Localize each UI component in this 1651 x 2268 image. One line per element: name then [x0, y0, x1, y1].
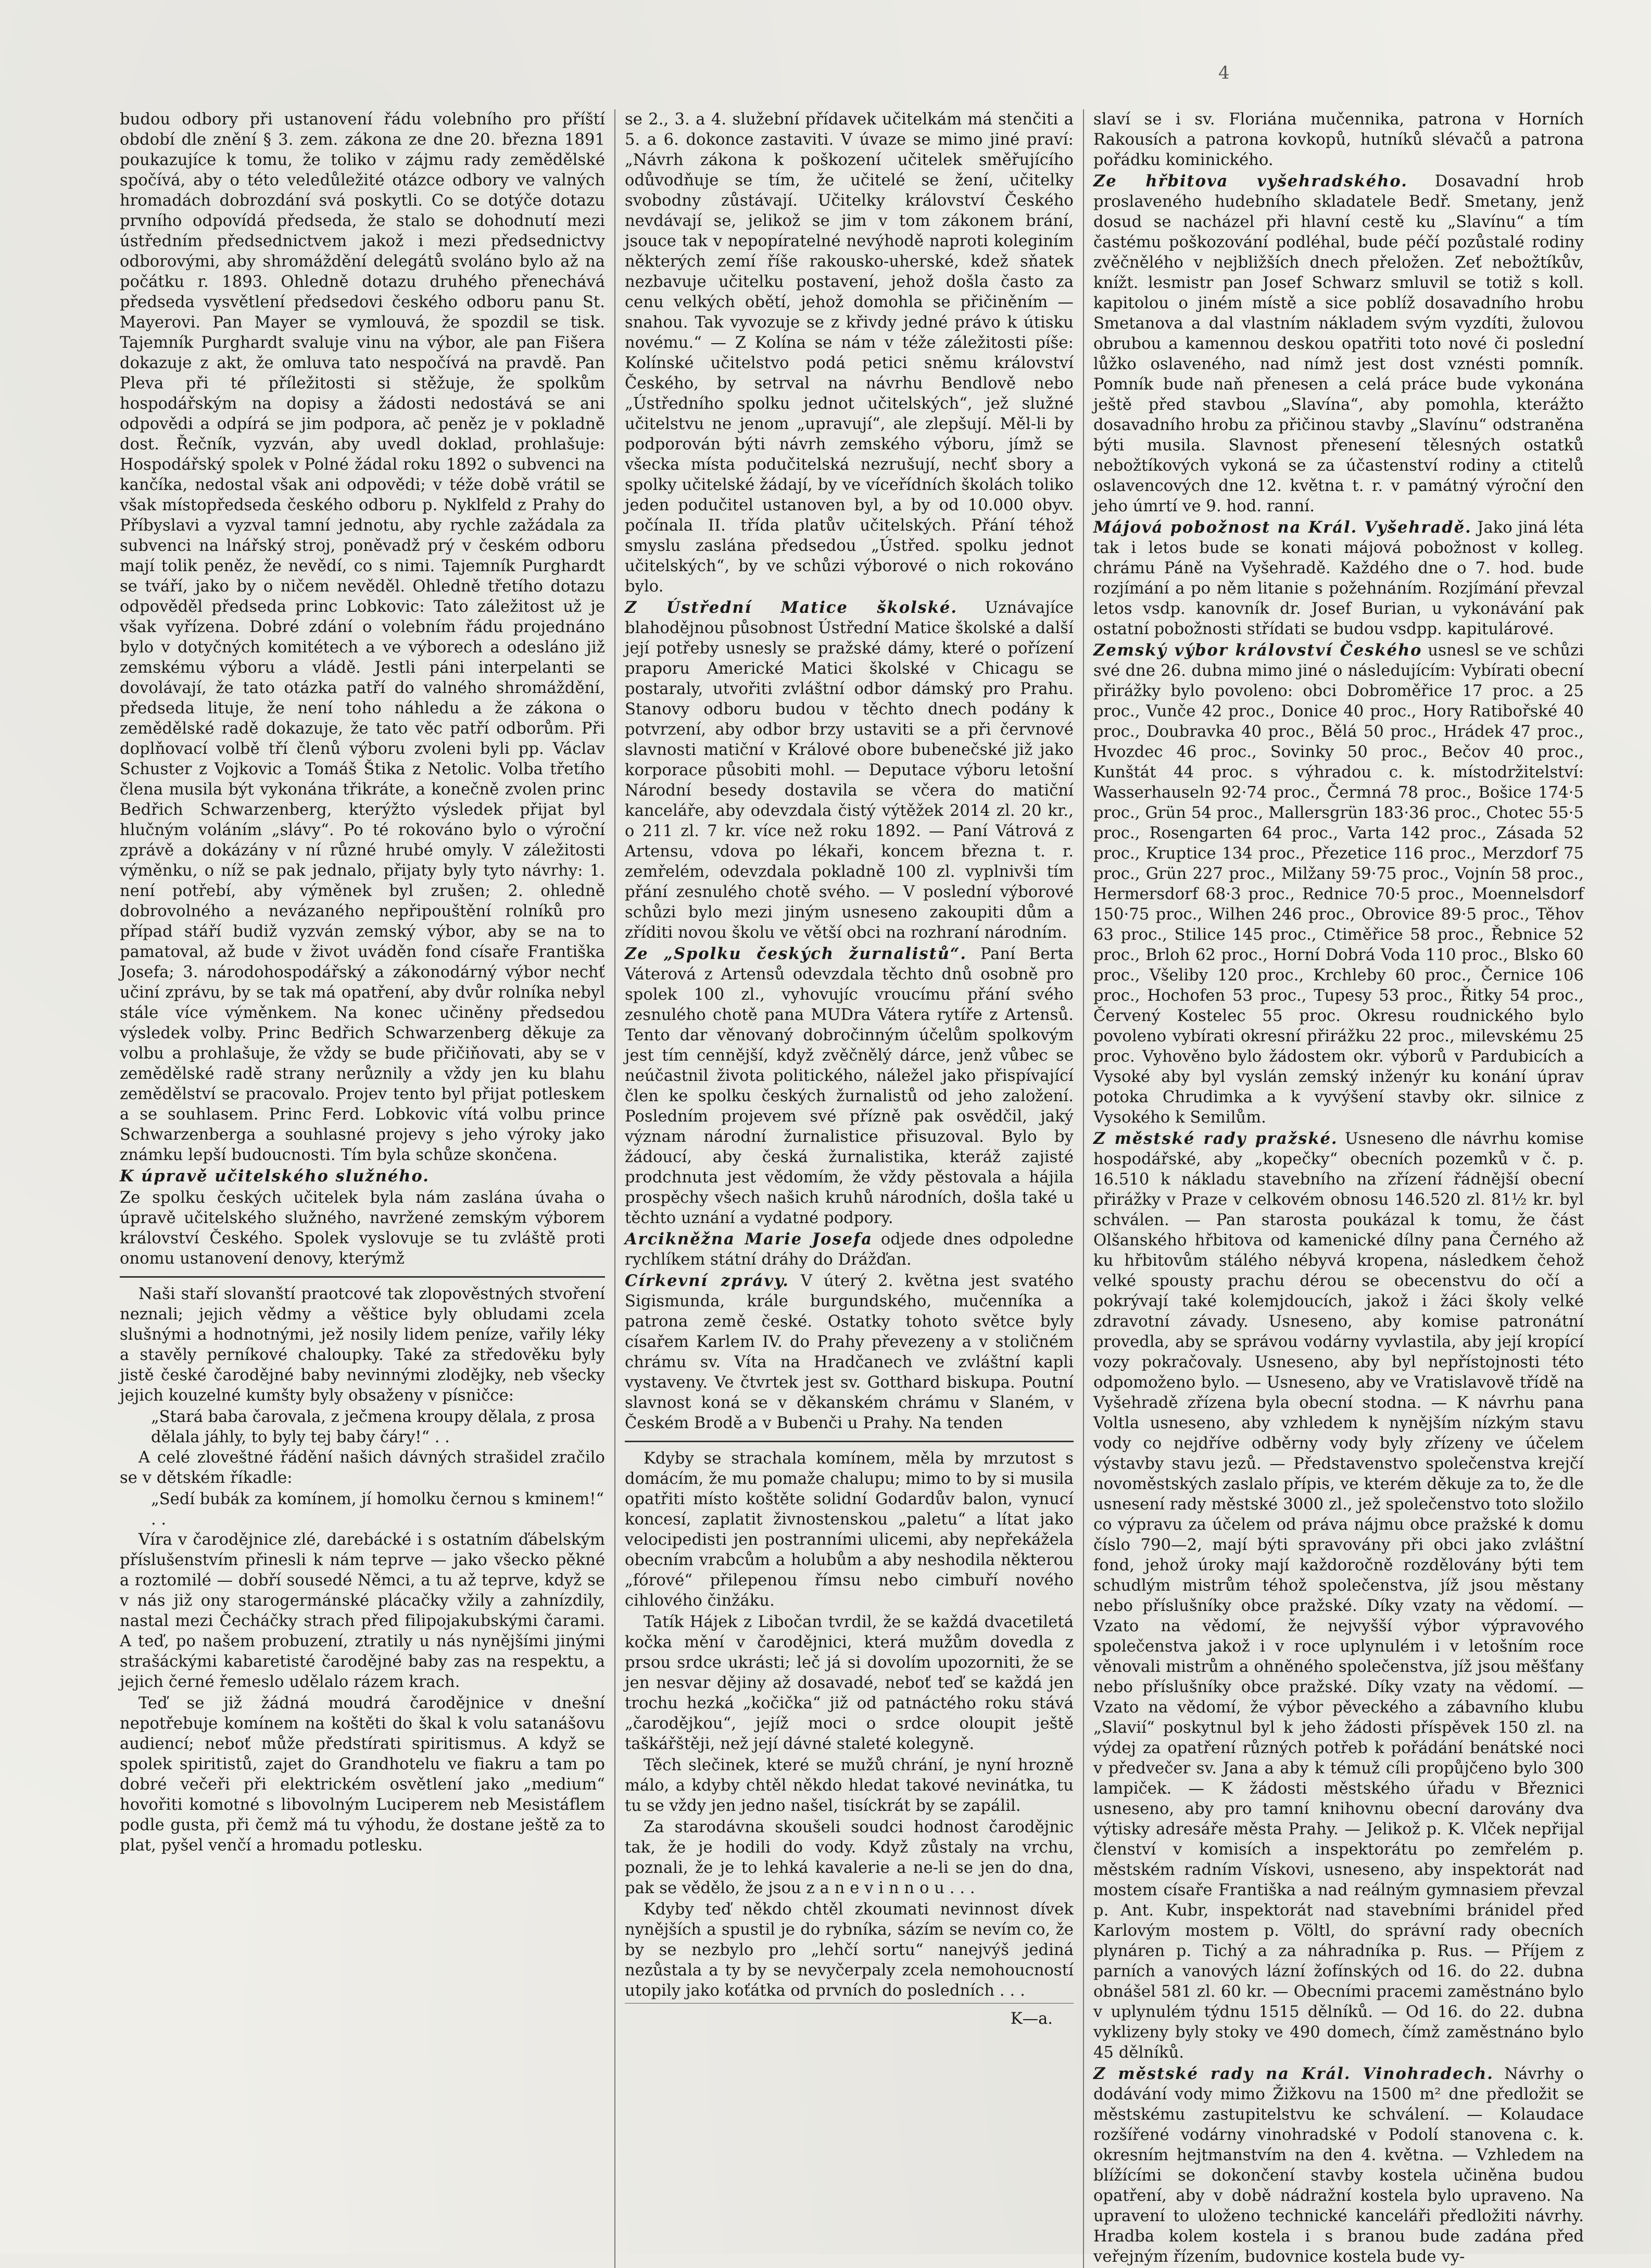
column-3	[1083, 109, 1593, 2268]
feuilleton-rule	[120, 1276, 605, 1278]
section-heading: Arcikněžna Marie Josefa	[625, 1230, 873, 1249]
news-text: Usneseno dle návrhu komise hospodářské, aby „kopečky“ obecních pozemků v č. p. 16.510 k nákladu stavebního na zřízení řádnější obecní přirážky v Praze v celkovém obnosu 146.520 zl. 81½ kr. byl schválen. — Pan starosta poukázal k tomu, že část Olšanského hřbitova od kamenické dílny pana Černého až ku hřbitovům stálého nébyvá kropena, následkem čehož velké spousty prachu dérou se obecenstvu do očí a pokrývají také kolemjdoucích, jakož i žáci školy velké zdravotní závady. Usneseno, aby komise patronátní provedla, aby se správou vodárny vyvlastila, aby její kropící vozy pokračovaly. Usneseno, aby byl nepřístojnosti této odpomoženo bylo. — Usneseno, aby ve Vratislavově třídě na Vyšehradě zřízena byla obecní stodna. — K návrhu pana Voltla usneseno, aby vzhledem k nynějším nízkým stavu vody co nejdříve odběrny vody byly zřízeny ve účelem výstavby stavu jezů. — Představenstvo společenstva krejčí novoměstských zaslalo přípis, ve kterém děkuje za to, že dle usnesení rady městské 3000 zl., jež společenstvo toto složilo co výpravu za účelem od práva nájmu obce pražské k domu číslo 790—2, mají býti spravovány při obci jako zvláštní fond, jehož úroky mají každoročně rozdělovány býti tem schudlým mistrům téhož společenstva, jíž jsou městany nebo příslušníky obce pražské. Díky vzaty na vědomí. — Vzato na vědomí, že nejvyšší výbor výpravového společenstva jakož i v roce uplynulém i v letošním roce věnovali mistrům a ohněného společenstva, jíž jsou měšťany nebo příslušníky obce pražské. Díky vzaty na vědomí. — Vzato na vědomí, že výbor pěveckého a zábavního klubu „Slavií“ poskytnul byl k jeho žádosti příspěvek 150 zl. na výdej za opatření různých potřeb k pořádání benátské noci v předvečer sv. Jana a aby k témuž cíli propůjčeno bylo 300 lampiček. — K žádosti městského úřadu v Březnici usneseno, aby pro tamní knihovnu obecní darovány dva výtisky adresáře města Prahy. — Jelikož p. K. Vlček nepřijal členství v komisích a inspektorátu po zemřelém p. městském radním Vískovi, usneseno, aby inspektorát nad mostem císaře Františka a nad reálným gymnasiem převzal p. Ant. Kubr, inspektorát nad stavebními bránidel před Karlovým mostem p. Völtl, do správní rady obecních plynáren p. Tichý a za náhradníka p. Rus. — Příjem z parních a vanových lázní žofínských od 16. do 22. dubna obnášel 581 zl. 60 kr. — Obecními pracemi zaměstnáno bylo v uplynulém týdnu 1515 dělníků. — Od 16. do 22. dubna vyklizeny byly stoky ve 490 domech, čímž zaměstnáno bylo 45 dělníků.	[1093, 1130, 1584, 2062]
article-heading-paragraph	[120, 1166, 605, 1187]
column-1	[120, 109, 614, 2268]
feuilleton-signature: K—a.	[1010, 2010, 1053, 2028]
feuilleton-col1	[120, 1284, 605, 1856]
news-text: Návrhy o dodávání vody mimo Žižkovu na 1500 m² dne předložit se městskému zastupitelstvu ke schválení. — Kolaudace rozšířené vodárny vinohradské v Podolí stanovena c. k. okresním hejtmanstvím na den 4. května. — Vzhledem na blížícími se dokončení stavby kostela učiněna budou opatření, aby v době nádražní kostela bylo upraveno. Na upravení to uloženo technické kanceláři předložiti návrhy. Hradba kolem kostela i s branou bude zadána před veřejným řízením, budovnice kostela bude vy-	[1093, 2065, 1584, 2266]
section-heading: Z Ústřední Matice školské.	[625, 598, 957, 617]
section-heading: Z městské rady na Král. Vinohradech.	[1093, 2064, 1494, 2083]
news-item	[1093, 171, 1584, 516]
news-item	[625, 1229, 1074, 1270]
news-item	[1093, 2064, 1584, 2267]
columns	[120, 109, 1593, 2266]
feuilleton-rule	[625, 1441, 1074, 1442]
feuilleton-text: Naši staří slovanští praotcové tak zlopověstných stvoření neznali; jejich vědmy a věštice byly obludami zcela slušnými a hodnotnými, jež nosily lidem peníze, vařily léky a stavěly perníkové chaloupky. Také za středověku byly jistě české čarodějné baby nevinnými zlodějky, neb všecky jejich kouzelné kumšty byly obsaženy v písničce:	[120, 1285, 605, 1405]
news-item	[1093, 518, 1584, 639]
news-text: V úterý 2. května jest svatého Sigismunda, krále burgundského, mučenníka a patrona země české. Ostatky tohoto světce byly císařem Karlem IV. do Prahy převezeny a v stoličném chrámu sv. Víta na Hradčanech ve zvláštní kapli vystaveny. Ve čtvrtek jest sv. Gotthard biskupa. Poutní slavnost koná se v děkanském chrámu v Slaném, v Českém Brodě a v Bubenči u Prahy. Na tenden	[625, 1272, 1074, 1432]
feuilleton-text: Teď se již žádná moudrá čarodějnice v dnešní nepotřebuje komínem na koštěti do škal k volu satanášovu audiencí; neboť může předstírati spiritismus. A když se spolek spiritistů, zajet do Grandhotelu ve fiakru a tam po dobré večeři při elektrickém osvětlení jako „medium“ hovořiti komotné s libovolným Luciperem neb Mesistáflem podle gusta, při čemž má tu výhodu, že dostane ještě za to plat, pyšel venčí a hromadu potlesku.	[120, 1694, 605, 1855]
news-text: Uznávajíce blahodějnou působnost Ústřední Matice školské a další její potřeby usnesly se pražské dámy, které o pořízení praporu Americké Matici školské v Chicagu se postaraly, utvořiti zvláštní odbor dámský pro Prahu. Stanovy odboru budou v těchto dnech podány k potvrzení, aby odbor brzy ustaviti se a při červnové slavnosti matiční v Králové obore bubenečské již jako korporace působiti mohl. — Deputace výboru letošní Národní besedy dostavila se včera do matiční kanceláře, aby odevzdala čistý výtěžek 2014 zl. 20 kr., o 211 zl. 7 kr. více než roku 1892. — Paní Vátrová z Artensu, vdova po lékaři, koncem března t. r. zemřelém, odevzdala pokladně 100 zl. vyplnivši tím přání zesnulého chotě svého. — V poslední výborové schůzi bylo mezi jiným usneseno zakoupiti dům a zříditi novou školu ve větší obci na rozhraní národním.	[625, 599, 1074, 942]
news-text: Jako jiná léta tak i letos bude se konati májová pobožnost v kolleg. chrámu Páně na Vyšehradě. Každého dne o 7. hod. bude rozjímání a po něm litanie s požehnáním. Rozjímání převzal letos vsdp. kanovník dr. Josef Burian, u vykonávání pak ostatní pobožnosti střídati se budou vsdpp. kapitulárové.	[1093, 519, 1584, 638]
feuilleton-verse: „Sedí bubák za komínem, jí homolku černou s kminem!“ . .	[151, 1490, 604, 1529]
page-folio: 4	[1218, 62, 1230, 83]
news-item	[1093, 640, 1584, 1128]
section-heading: Církevní zprávy.	[625, 1271, 789, 1290]
feuilleton-col2	[625, 1448, 1074, 2029]
news-item	[1093, 1129, 1584, 2063]
section-heading: Ze „Spolku českých žurnalistů“.	[625, 944, 967, 963]
section-heading: Májová pobožnost na Král. Vyšehradě.	[1093, 518, 1472, 537]
feuilleton-text: A celé zloveštné řádění našich dávných strašidel zračilo se v dětském říkadle:	[120, 1448, 605, 1487]
section-heading: Ze hřbitova vyšehradského.	[1093, 172, 1408, 191]
section-heading: K úpravě učitelského služného.	[120, 1167, 430, 1186]
signature-rule	[625, 2003, 1074, 2004]
news-text: odjede dnes odpoledne rychlíkem státní dráhy do Drážďan.	[625, 1230, 1074, 1269]
news-item	[625, 944, 1074, 1228]
feuilleton-text: Těch slečinek, které se mužů chrání, je nyní hrozně málo, a kdyby chtěl někdo hledat takové nevinátka, tu tu se vždy jen jedno našel, tisíckrát by se zapálil.	[625, 1756, 1074, 1815]
feuilleton-text: Kdyby se strachala komínem, měla by mrzutost s domácím, že mu pomaže chalupu; mimo to by si musila opatřiti místo koštěte solidní Godardův balon, vynucí koncesí, zaplatit živnostenskou „paletu“ a lítat jako velocipedisti jen postranními ulicemi, aby nepřekážela obecním vrabcům a holubům a aby neshodila některou „fórové“ přilepenou římsu nebo cimbuří nového cihlového činžáku.	[625, 1450, 1074, 1610]
feuilleton-text: Víra v čarodějnice zlé, darebácké i s ostatním ďábelským příslušenstvím přinesli k nám teprve — jako všecko pěkné a roztomilé — dobří sousedé Němci, a tu až teprve, když se v nás již ony starogermánské plácačky vžily a zahnízdily, nastal mezi Čecháčky strach před filipojakubskými čarami. A teď, po našem probuzení, ztratily u nás nynějšími jinými strašáckými kabaretisté čarodějné baby zas na respektu, a jejich černé řemeslo udělalo rázem krach.	[120, 1531, 605, 1691]
article-text: slaví se i sv. Floriána mučennika, patrona v Horních Rakousích a patrona kovkopů, hutníků slévačů a patrona pořádku kominického.	[1093, 110, 1584, 169]
news-text: Paní Berta Váterová z Artensů odevzdala těchto dnů osobně pro spolek 100 zl., vyhovujíc vroucímu přání svého zesnulého chotě pana MUDra Vátera rytíře z Artensů. Tento dar věnovaný dobročinným účelům spolkovým jest tím cennější, když zvěčnělý dárce, jenž vůbec se neúčastnil života politického, náležel jako přispívající člen ke spolku českých žurnalistů od jeho založení. Posledním projevem své přízně pak osvědčil, jaký význam národní žurnalistice přisuzoval. Bylo by žádoucí, aby česká žurnalistika, kteráž zajisté prodchnuta jest vědomím, že vždy pěstovala a hájila prospěchy všech našich kruhů národních, došla také u těchto uznání a vydatné podpory.	[625, 945, 1074, 1227]
article-text: Ze spolku českých učitelek byla nám zaslána úvaha o úpravě učitelského služného, navržené zemským výborem království Českého. Spolek vyslovuje se tu zvláště proti onomu ustanovení denovy, kterýmž	[120, 1189, 605, 1268]
feuilleton-text: Kdyby teď někdo chtěl zkoumati nevinnost dívek nynějších a spustil je do rybníka, sázím se nevím co, že by se nezbylo pro „lehčí sortu“ nanejvýš jediná nezůstala a ty by se nevyčerpaly zcela nemohoucností utopily jako koťátka od prvních do posledních . . .	[625, 1900, 1074, 2000]
section-heading: Zemský výbor království Českého	[1093, 641, 1422, 660]
news-text: usnesl se ve schůzi své dne 26. dubna mimo jiné o následujícím: Vybírati obecní přirážky bylo povoleno: obci Dobroměřice 17 proc. a 25 proc., Vunče 42 proc., Donice 40 proc., Hory Ratibořské 40 proc., Doubravka 40 proc., Bělá 50 proc., Hrádek 47 proc., Hvozdec 46 proc., Sovinky 50 proc., Bečov 40 proc., Kunštát 44 proc. s výhradou c. k. místodržitelství: Wasserhauseln 92·74 proc., Čermná 78 proc., Bošice 174·5 proc., Grün 54 proc., Mallersgrün 183·36 proc., Chotec 55·5 proc., Rosengarten 64 proc., Varta 142 proc., Zásada 52 proc., Kruptice 134 proc., Přezetice 116 proc., Merzdorf 75 proc., Grün 227 proc., Milžany 59·75 proc., Vojnín 58 proc., Hermersdorf 68·3 proc., Rednice 70·5 proc., Moennelsdorf 150·75 proc., Wilhen 246 proc., Obrovice 89·5 proc., Těhov 63 proc., Stilice 145 proc., Ctiměřice 58 proc., Řebnice 52 proc., Brloh 62 proc., Horní Dobrá Voda 110 proc., Blsko 60 proc., Všeliby 120 proc., Krchleby 60 proc., Černice 106 proc., Hochofen 53 proc., Tupesy 53 proc., Řitky 54 proc., Červený Kostelec 55 proc. Okresu roudnického bylo povoleno vybírati okresní přirážku 22 proc., milevskému 25 proc. Vyhověno bylo žádostem okr. výborů v Pardubicích a Vysoké aby byl vyslán zemský inženýr ku konání úprav potoka Chrudimka a k vyvýšení stavby okr. silnice z Vysokého k Semilům.	[1093, 641, 1584, 1127]
column-2	[614, 109, 1083, 2268]
feuilleton-verse: „Stará baba čarovala, z ječmena kroupy dělala, z prosa dělala jáhly, to byly tej baby čáry!“ . .	[151, 1408, 595, 1446]
news-item	[625, 1271, 1074, 1433]
news-item	[625, 598, 1074, 943]
article-text: budou odbory při ustanovení řádu volebního pro příští období dle znění § 3. zem. zákona ze dne 20. března 1891 poukazujíce k tomu, že toliko v zájmu rady zemědělské spočívá, aby o této veledůležité otázce odbory ve valných hromadách dobrozdání svá poskytli. Co se dotýče dotazu prvního odpovídá předseda, že stalo se dohodnutí mezi ústředním předsednictvem jakož i mezi předsednictvy odborovými, aby shromáždění delegátů svoláno bylo až na počátku r. 1893. Ohledně dotazu druhého přenechává předseda vysvětlení předsedovi českého odboru panu St. Mayerovi. Pan Mayer se vymlouvá, že spozdil se tisk. Tajemník Purghardt svaluje vinu na výbor, ale pan Fišera dokazuje z akt, že omluva tato nespočívá na pravdě. Pan Pleva při té příležitosti si stěžuje, že spolkům hospodářským na dopisy a žádosti nedostává se ani odpovědi a odpírá se jim podpora, ač peněz je v pokladně dost. Řečník, vyzván, aby uvedl doklad, prohlašuje: Hospodářský spolek v Polné žádal roku 1892 o subvenci na kančíka, nedostal však ani odpovědi; v téže době vrátil se však místopředseda českého odboru p. Nyklfeld z Prahy do Příbyslavi a vyzval tamní jednotu, aby rychle zažádala za subvenci na lnářský stroj, poněvadž prý v českém odboru mají tolik peněz, že nevědí, co s nimi. Tajemník Purghardt se tváří, jako by o ničem nevěděl. Ohledně třetího dotazu odpověděl předseda princ Lobkovic: Tato záležitost už je však vyřízena. Dobré zdání o volebním řádu projednáno bylo v dotyčných komitétech a ve výborech a odesláno již zemskému výboru a vládě. Jestli páni interpelanti se dovolávají, že tato otázka patří do valného shromáždění, předseda lituje, že není toho náhledu a že zákona o zemědělské radě dokazuje, že tato věc patří odborům. Při doplňovací volbě tří členů výboru zvoleni byli pp. Václav Schuster z Vojkovic a Tomáš Štika z Netolic. Volba třetího člena musila být vykonána třikráte, a konečně zvolen princ Bedřich Schwarzenberg, kterýžto výsledek přijat byl hlučným voláním „slávy“. Po té rokováno bylo o výroční zprávě a dokázány v ní různé hrubé omyly. V záležitosti výměnku, o níž se pak jednalo, přijaty byly tyto návrhy: 1. není potřebí, aby výměnek byl zrušen; 2. ohledně dobrovolného a nevázaného nepřipouštění rolníků pro případ stáří budiž vyzván zemský výbor, aby se na to pamatoval, až bude v život uváděn fond císaře Františka Josefa; 3. národohospodářský a zákonodárný výbor nechť učiní zprávu, by se tak má opatření, aby dvůr rolníka nebyl stále více výměnkem. Na konec učiněny předsedou výsledek volby. Princ Bedřich Schwarzenberg děkuje za volbu a prohlašuje, že vždy se bude přičiňovati, aby se v zemědělské radě strany nerůznily a vždy jen ku blahu zemědělství se pracovalo. Projev tento byl přijat potleskem a se souhlasem. Princ Ferd. Lobkovic vítá volbu prince Schwarzenberga a souhlasné projevy s jeho výroky jako známku lepší budoucnosti. Tím byla schůze skončena.	[120, 110, 605, 1164]
news-text: Dosavadní hrob proslaveného hudebního skladatele Bedř. Smetany, jenž dosud se nacházel při hlavní cestě ku „Slavínu“ a tím častému poškozování podléhal, bude péčí pozůstalé rodiny zvěčnělého v nejbližších dnech přeložen. Zeť nebožtíkův, knížt. lesmistr pan Josef Schwarz smluvil se totiž s koll. kapitolou o jiném místě a sice poblíž dosavadního hrobu Smetanova a dal vlastním nákladem svým vyzdíti, žulovou obrubou a kamennou deskou opatřiti toto nové či poslední lůžko oslaveného, nad nímž jest dost vznésti pomník. Pomník bude naň přenesen a celá práce bude vykonána ještě před stavbou „Slavína“, aby pomohla, kterážto dosavadního hrobu za přičinou stavby „Slavínu“ odstraněna býti musila. Slavnost přenesení tělesných ostatků nebožtíkových vykoná se za účastenství rodiny a ctitelů oslavencových dne 12. května t. r. v památný výroční den jeho úmrtí ve 9. hod. ranní.	[1093, 172, 1584, 515]
article-text: se 2., 3. a 4. služební přídavek učitelkám má stenčiti a 5. a 6. dokonce zastaviti. V úvaze se mimo jiné praví: „Návrh zákona k poškození učitelek směřujícího odůvodňuje se tím, že učitelé se žení, učitelky svobodny zůstávají. Učitelky království Českého nevdávají se, jelikož se jim v tom zákonem brání, jsouce tak v nepopíratelné nevýhodě naproti koleginím některých zemí říše rakousko-uherské, kdež sňatek nezbavuje učitelku postavení, jehož došla často za cenu velkých obětí, jehož domohla se přičiněním — snahou. Tak vyvozuje se z křivdy jedné právo k útisku novému.“ — Z Kolína se nám v téže záležitosti píše: Kolínské učitelstvo podá petici sněmu království Českého, by setrval na návrhu Bendlově nebo „Ústředního spolku jednot učitelských“, jež služné učitelstvu ne jenom „upravují“, ale zlepšují. Měl-li by podporován býti návrh zemského výboru, jímž se všecka místa podučitelská nezrušují, nechť sbory a spolky učitelské žádají, by ve víceřídních školách toliko jeden podučitel ustanoven byl, a by od 10.000 obyv. počínala II. třída platův učitelských. Přání téhož smyslu zaslána předsedou „Ústřed. spolku jednot učitelských“, by ve schůzi výborové o nich rokováno bylo.	[625, 110, 1074, 596]
feuilleton-text: Tatík Hájek z Libočan tvrdil, že se každá dvacetiletá kočka mění v čarodějnici, která mužům dovedla z prsou srdce ukrásti; leč já si dovolím upozorniti, že se jen nesvar dějiny až dosavadé, neboť teď se každá jen trochu hezká „kočička“ již od patnáctého roku stává „čarodějkou“, jejíž moci o srdce oloupit ještě taškářštěji, než její dávné staleté kolegyně.	[625, 1613, 1074, 1753]
section-heading: Z městské rady pražské.	[1093, 1129, 1338, 1148]
feuilleton-text: Za starodávna skoušeli soudci hodnost čarodějnic tak, že je hodili do vody. Když zůstaly na vrchu, poznali, že je to lehká kavalerie a ne-li se jen do dna, pak se vědělo, že jsou z a n e v i n n o u . . .	[625, 1818, 1074, 1897]
